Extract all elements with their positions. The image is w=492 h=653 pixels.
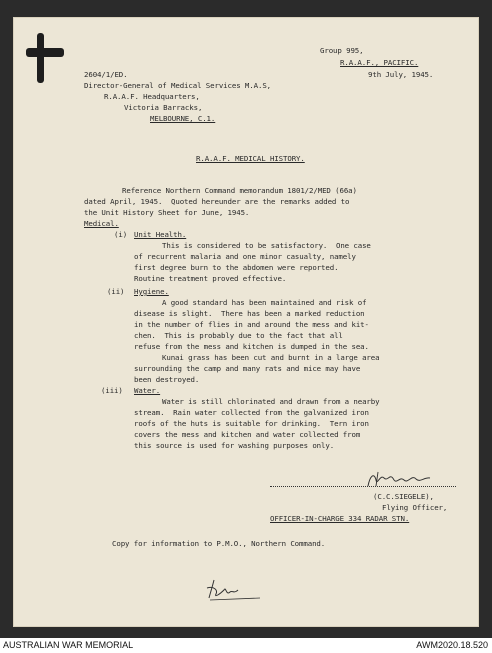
handwritten-initials [204,576,264,602]
section-3-line-1: Water is still chlorinated and drawn from a nearby [162,397,380,406]
section-2-number: (ii) [107,287,125,296]
signatory-name: (C.C.SIEGELE), [373,492,434,501]
intro-line-3: the Unit History Sheet for June, 1945. [84,208,250,217]
section-1-line-3: first degree burn to the abdomen were reported. [134,263,339,272]
section-1-number: (i) [114,230,128,239]
signature-line [270,486,456,487]
address-line-1: Director-General of Medical Services M.A.S, [84,81,272,90]
address-line-3: Victoria Barracks, [124,103,203,112]
section-3-line-4: covers the mess and kitchen and water collected from [134,430,361,439]
footer-source: AUSTRALIAN WAR MEMORIAL [3,640,134,650]
section-3-line-5: this source is used for washing purposes only. [134,441,335,450]
section-3-number: (iii) [101,386,123,395]
section-1-line-4: Routine treatment proved effective. [134,274,287,283]
section-2-line-1: A good standard has been maintained and risk of [162,298,367,307]
section-1-line-1: This is considered to be satisfactory. One case [162,241,371,250]
section-3-line-2: stream. Rain water collected from the galvanized iron [134,408,369,417]
raaf-pacific: R.A.A.F., PACIFIC. [340,58,419,67]
address-line-4: MELBOURNE, C.1. [150,114,216,123]
intro-line-1: Reference Northern Command memorandum 1801/2/MED (66a) [122,186,357,195]
section-3-line-3: roofs of the huts is suitable for drinking. Tern iron [134,419,369,428]
section-1-heading: Unit Health. [134,230,187,239]
section-2-line-4: chen. This is probably due to the fact that all [134,331,343,340]
footer-accession-number: AWM2020.18.520 [416,640,488,650]
paper-clip-shadow [26,33,66,83]
address-line-2: R.A.A.F. Headquarters, [104,92,200,101]
section-2-heading: Hygiene. [134,287,169,296]
signatory-role: OFFICER-IN-CHARGE 334 RADAR STN. [270,514,410,523]
letter-date: 9th July, 1945. [368,70,434,79]
group-number: Group 995, [320,46,364,55]
document-title: R.A.A.F. MEDICAL HISTORY. [196,154,305,163]
section-2-line-2: disease is slight. There has been a marked reduction [134,309,365,318]
section-2-line-7: surrounding the camp and many rats and mice may have [134,364,361,373]
section-2-line-8: been destroyed. [134,375,200,384]
section-2-line-3: in the number of flies in and around the mess and kit- [134,320,369,329]
intro-line-2: dated April, 1945. Quoted hereunder are the remarks added to [84,197,350,206]
medical-label: Medical. [84,219,119,228]
signatory-rank: Flying Officer, [382,503,448,512]
section-3-heading: Water. [134,386,161,395]
copy-note: Copy for information to P.M.O., Northern Command. [112,539,326,548]
reference-number: 2604/1/ED. [84,70,128,79]
section-2-line-5: refuse from the mess and kitchen is dumped in the sea. [134,342,369,351]
section-2-line-6: Kunai grass has been cut and burnt in a large area [162,353,380,362]
section-1-line-2: of recurrent malaria and one minor casualty, namely [134,252,356,261]
